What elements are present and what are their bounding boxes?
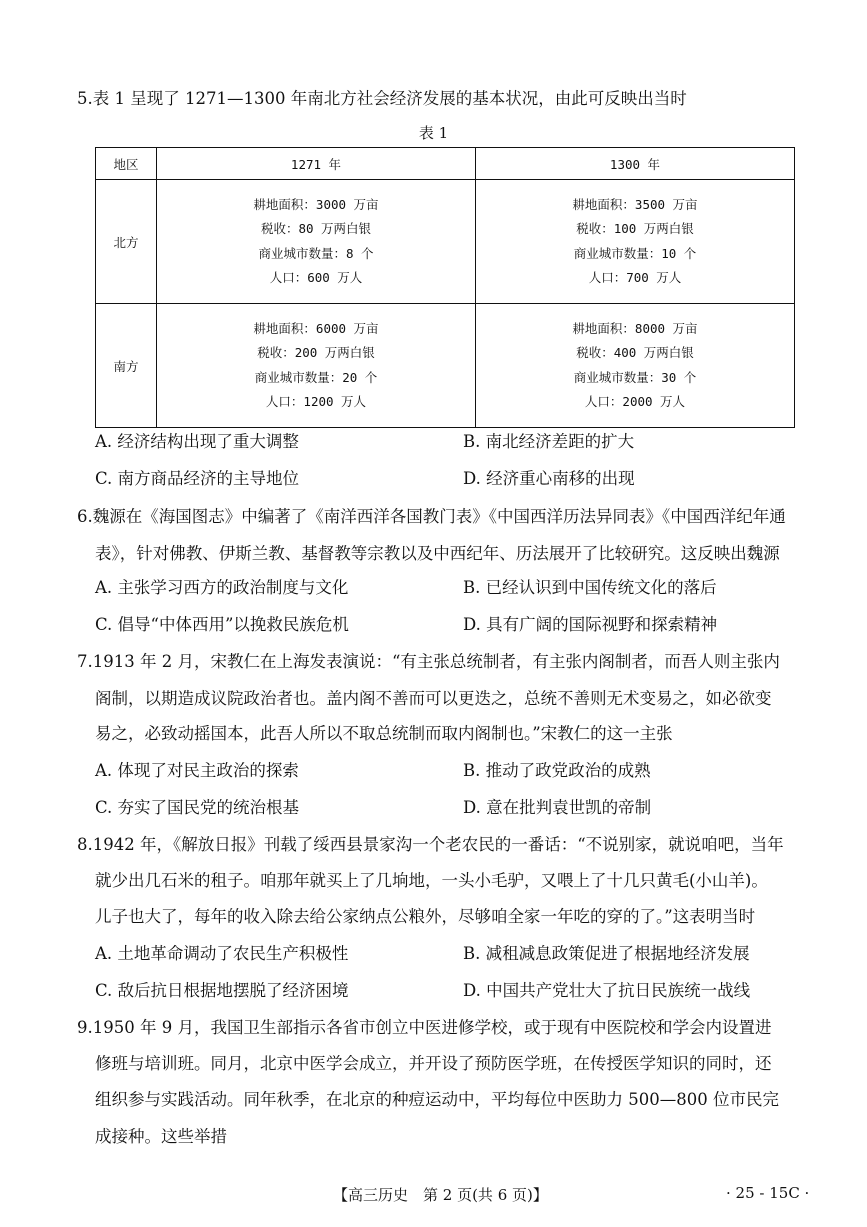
q7-stem-line-3: 易之，必致动摇国本，此吾人所以不取总统制而取内阁制也。”宋教仁的这一主张	[95, 724, 673, 743]
north-1300-population: 人口：700 万人	[588, 270, 682, 285]
q6-option-a[interactable]: A. 主张学习西方的政治制度与文化	[95, 578, 349, 597]
south-1300-tax: 税收：400 万两白银	[576, 345, 694, 360]
q7-stem-line-2: 阁制，以期造成议院政治者也。盖内阁不善而可以更迭之，总统不善则无术变易之，如必欲变	[95, 689, 772, 708]
north-1300-cell	[476, 180, 795, 304]
south-1300-population: 人口：2000 万人	[584, 394, 686, 409]
north-1271-farmland: 耕地面积：3000 万亩	[253, 196, 379, 212]
north-1271-cell	[157, 180, 476, 304]
q5-stem: 5.表 1 呈现了 1271—1300 年南北方社会经济发展的基本状况，由此可反映出当时	[77, 89, 687, 108]
q8-option-c[interactable]: C. 敌后抗日根据地摆脱了经济困境	[95, 981, 349, 1000]
q5-option-c[interactable]: C. 南方商品经济的主导地位	[95, 469, 300, 488]
south-1300-cell	[476, 304, 795, 428]
q7-option-b[interactable]: B. 推动了政党政治的成熟	[463, 761, 651, 780]
south-1300-cities: 商业城市数量：30 个	[573, 369, 697, 385]
q9-stem-line-1: 9.1950 年 9 月，我国卫生部指示各省市创立中医进修学校，或于现有中医院校和学会内设置进	[77, 1018, 772, 1037]
north-1271-population: 人口：600 万人	[269, 270, 363, 285]
north-1300-tax: 税收：100 万两白银	[576, 221, 694, 236]
table-row-north	[96, 180, 795, 304]
q8-stem-line-3: 儿子也大了，每年的收入除去给公家纳点公粮外，尽够咱全家一年吃的穿的了。”这表明当时	[95, 907, 756, 926]
q7-option-c[interactable]: C. 夯实了国民党的统治根基	[95, 798, 300, 817]
q6-stem-line-1: 6.魏源在《海国图志》中编著了《南洋西洋各国教门表》《中国西洋历法异同表》《中国西洋纪年通	[77, 507, 786, 526]
table-header-1271: 1271 年	[157, 148, 476, 180]
table-header-1300: 1300 年	[476, 148, 795, 180]
region-south: 南方	[96, 304, 157, 428]
region-north: 北方	[96, 180, 157, 304]
page-footer-code: · 25 - 15C ·	[726, 1184, 810, 1202]
south-1300-farmland: 耕地面积：8000 万亩	[572, 320, 698, 336]
north-1271-tax: 税收：80 万两白银	[260, 221, 372, 236]
q7-option-a[interactable]: A. 体现了对民主政治的探索	[95, 761, 299, 780]
q9-stem-line-4: 成接种。这些举措	[95, 1127, 227, 1146]
q8-stem-line-2: 就少出几石米的租子。咱那年就买上了几垧地，一头小毛驴，又喂上了十几只黄毛(小山羊)。	[95, 871, 768, 890]
north-1300-farmland: 耕地面积：3500 万亩	[572, 196, 698, 212]
table-header-row	[96, 148, 795, 180]
q5-option-a[interactable]: A. 经济结构出现了重大调整	[95, 432, 299, 451]
north-1300-cities: 商业城市数量：10 个	[573, 245, 697, 261]
table-caption: 表 1	[418, 124, 449, 142]
table-row-south	[96, 304, 795, 428]
q5-option-b[interactable]: B. 南北经济差距的扩大	[463, 432, 635, 451]
q8-option-a[interactable]: A. 土地革命调动了农民生产积极性	[95, 944, 349, 963]
q9-stem-line-3: 组织参与实践活动。同年秋季，在北京的种痘运动中，平均每位中医助力 500—800 位市民完	[95, 1090, 779, 1109]
q6-stem-line-2: 表》，针对佛教、伊斯兰教、基督教等宗教以及中西纪年、历法展开了比较研究。这反映出魏源	[95, 544, 780, 563]
q8-stem-line-1: 8.1942 年，《解放日报》刊载了绥西县景家沟一个老农民的一番话：“不说别家，就说咱吧，当年	[77, 835, 784, 854]
q7-option-d[interactable]: D. 意在批判袁世凯的帝制	[463, 798, 652, 817]
q6-option-d[interactable]: D. 具有广阔的国际视野和探索精神	[463, 615, 718, 634]
q8-option-b[interactable]: B. 减租减息政策促进了根据地经济发展	[463, 944, 750, 963]
q6-option-b[interactable]: B. 已经认识到中国传统文化的落后	[463, 578, 717, 597]
q9-stem-line-2: 修班与培训班。同月，北京中医学会成立，并开设了预防医学班，在传授医学知识的同时，还	[95, 1054, 772, 1073]
table-header-region: 地区	[96, 148, 157, 180]
q5-option-d[interactable]: D. 经济重心南移的出现	[463, 469, 635, 488]
q8-option-d[interactable]: D. 中国共产党壮大了抗日民族统一战线	[463, 981, 751, 1000]
page-footer-label: 【高三历史 第 2 页(共 6 页)】	[333, 1186, 548, 1204]
south-1271-farmland: 耕地面积：6000 万亩	[253, 320, 379, 336]
south-1271-cell	[157, 304, 476, 428]
data-table	[95, 147, 795, 428]
q7-stem-line-1: 7.1913 年 2 月，宋教仁在上海发表演说：“有主张总统制者，有主张内阁制者，而吾人则主张内	[77, 652, 780, 671]
south-1271-population: 人口：1200 万人	[265, 394, 367, 409]
south-1271-cities: 商业城市数量：20 个	[254, 369, 378, 385]
south-1271-tax: 税收：200 万两白银	[257, 345, 375, 360]
q6-option-c[interactable]: C. 倡导“中体西用”以挽救民族危机	[95, 615, 349, 634]
north-1271-cities: 商业城市数量：8 个	[258, 245, 374, 261]
